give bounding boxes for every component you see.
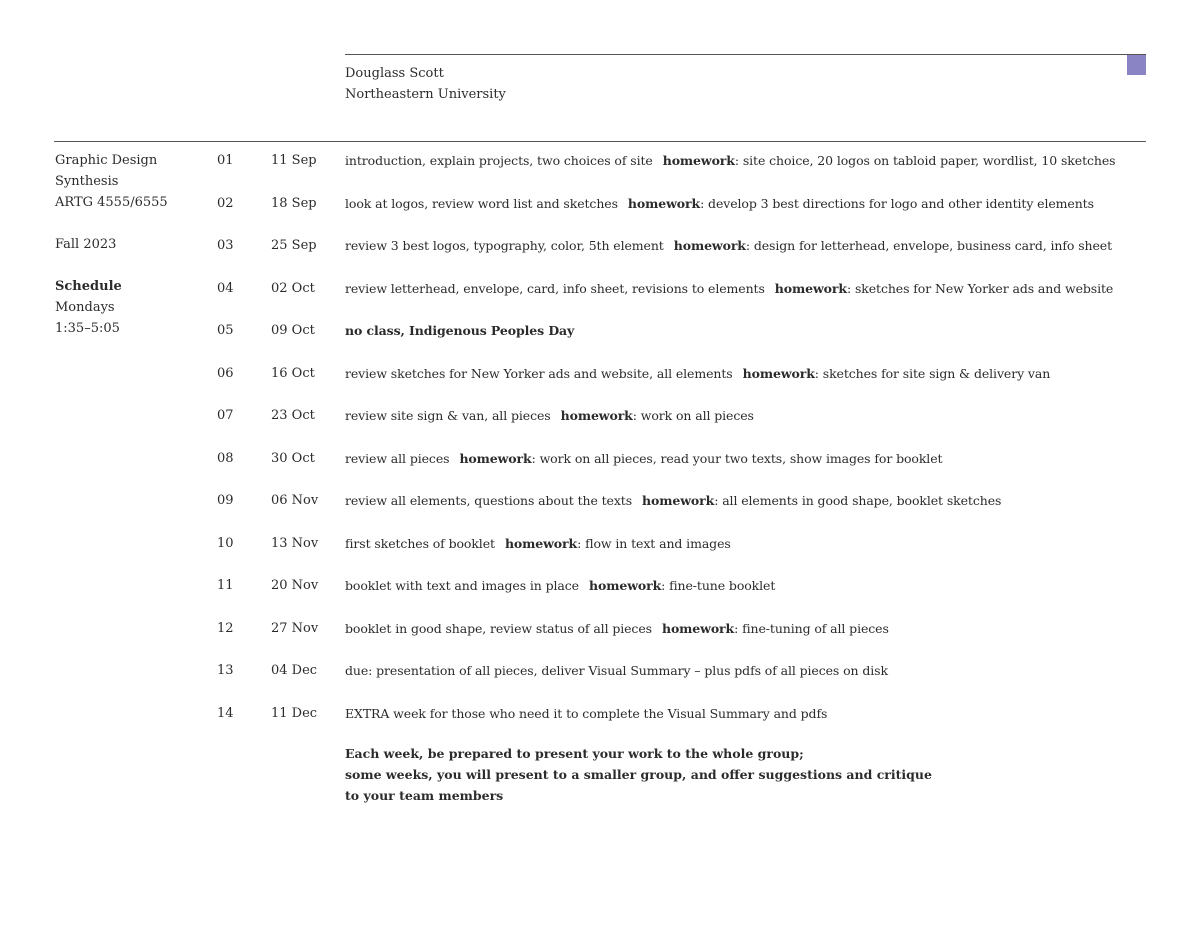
week-date: 09 Oct bbox=[271, 323, 315, 338]
meeting-time: 1:35–5:05 bbox=[55, 321, 120, 336]
week-description bbox=[345, 618, 889, 639]
homework-label: homework bbox=[627, 195, 701, 211]
week-date: 11 Dec bbox=[271, 705, 318, 721]
week-activity: review 3 best logos, typography, color, 5th element bbox=[345, 238, 664, 253]
week-activity: review all pieces bbox=[345, 450, 450, 466]
course-code: ARTG 4555/6555 bbox=[55, 195, 168, 210]
homework-text: : work on all pieces, read your two texts, show images for booklet bbox=[531, 450, 943, 466]
week-date: 23 Oct bbox=[271, 408, 315, 423]
schedule-row bbox=[0, 405, 1200, 448]
homework-text: : develop 3 best directions for logo and other identity elements bbox=[700, 195, 1094, 211]
week-date: 02 Oct bbox=[271, 280, 315, 296]
homework-text: : design for letterhead, envelope, business card, info sheet bbox=[745, 238, 1112, 253]
homework-label: homework bbox=[774, 280, 847, 296]
section-rule bbox=[54, 141, 1146, 142]
week-date: 20 Nov bbox=[271, 578, 319, 593]
week-description bbox=[345, 490, 1001, 511]
week-number: 05 bbox=[217, 323, 234, 338]
homework-label: homework bbox=[504, 535, 578, 551]
schedule-row bbox=[0, 533, 1200, 576]
week-activity: first sketches of booklet bbox=[345, 535, 495, 551]
homework-label: homework bbox=[588, 578, 662, 593]
week-description bbox=[345, 703, 827, 724]
meeting-day: Mondays bbox=[55, 300, 115, 315]
homework-text: : fine-tune booklet bbox=[661, 578, 776, 593]
homework-label: homework bbox=[459, 450, 532, 466]
instructor-name: Douglass Scott bbox=[345, 66, 444, 81]
homework-label: homework bbox=[642, 493, 715, 508]
week-description bbox=[345, 193, 1094, 214]
institution-name: Northeastern University bbox=[345, 87, 506, 102]
week-date: 06 Nov bbox=[271, 493, 319, 508]
week-number: 10 bbox=[217, 535, 234, 551]
course-term: Fall 2023 bbox=[55, 237, 117, 252]
week-description bbox=[345, 320, 574, 341]
schedule-row bbox=[0, 703, 1200, 746]
weekly-note bbox=[345, 743, 932, 806]
course-title-line1: Graphic Design bbox=[55, 153, 158, 168]
week-number: 02 bbox=[217, 195, 234, 211]
week-date: 18 Sep bbox=[271, 195, 317, 211]
week-activity: look at logos, review word list and sketches bbox=[345, 195, 618, 211]
week-date: 25 Sep bbox=[271, 238, 317, 253]
week-activity: due: presentation of all pieces, deliver Visual Summary – plus pdfs of all pieces on disk bbox=[345, 663, 888, 678]
week-activity: booklet with text and images in place bbox=[345, 578, 579, 593]
schedule-row bbox=[0, 278, 1200, 321]
homework-text: : sketches for site sign & delivery van bbox=[814, 365, 1051, 381]
schedule-row bbox=[0, 490, 1200, 533]
homework-text: : site choice, 20 logos on tabloid paper, wordlist, 10 sketches bbox=[734, 153, 1116, 168]
week-number: 12 bbox=[217, 620, 234, 636]
week-description bbox=[345, 533, 731, 554]
week-number: 01 bbox=[217, 153, 234, 168]
schedule-table bbox=[0, 150, 1200, 745]
week-description bbox=[345, 235, 1112, 256]
top-rule bbox=[345, 54, 1146, 55]
week-activity: review all elements, questions about the texts bbox=[345, 493, 633, 508]
schedule-row bbox=[0, 150, 1200, 193]
week-number: 04 bbox=[217, 280, 234, 296]
week-description bbox=[345, 363, 1050, 384]
schedule-row bbox=[0, 320, 1200, 363]
homework-label: homework bbox=[742, 365, 815, 381]
week-description bbox=[345, 448, 942, 469]
note-line-1: Each week, be prepared to present your work to the whole group; bbox=[345, 746, 804, 761]
week-date: 13 Nov bbox=[271, 535, 319, 551]
note-line-3: to your team members bbox=[345, 788, 504, 803]
week-number: 13 bbox=[217, 663, 234, 678]
week-number: 07 bbox=[217, 408, 234, 423]
week-description bbox=[345, 405, 754, 426]
week-number: 14 bbox=[217, 705, 234, 721]
week-number: 03 bbox=[217, 238, 234, 253]
week-number: 09 bbox=[217, 493, 234, 508]
homework-text: : work on all pieces bbox=[632, 408, 754, 423]
schedule-row bbox=[0, 575, 1200, 618]
week-date: 11 Sep bbox=[271, 153, 317, 168]
week-notice: no class, Indigenous Peoples Day bbox=[345, 323, 575, 338]
homework-label: homework bbox=[673, 238, 746, 253]
schedule-row bbox=[0, 618, 1200, 661]
week-description bbox=[345, 660, 888, 681]
schedule-row bbox=[0, 363, 1200, 406]
week-activity: booklet in good shape, review status of all pieces bbox=[345, 620, 652, 636]
week-activity: introduction, explain projects, two choices of site bbox=[345, 153, 653, 168]
header-block bbox=[345, 63, 506, 105]
schedule-row bbox=[0, 193, 1200, 236]
week-description bbox=[345, 150, 1115, 171]
accent-square bbox=[1127, 55, 1146, 75]
homework-text: : sketches for New Yorker ads and website bbox=[846, 280, 1114, 296]
week-date: 04 Dec bbox=[271, 663, 318, 678]
week-date: 30 Oct bbox=[271, 450, 315, 466]
homework-text: : all elements in good shape, booklet sketches bbox=[714, 493, 1002, 508]
week-number: 08 bbox=[217, 450, 234, 466]
week-description bbox=[345, 278, 1113, 299]
homework-label: homework bbox=[662, 153, 735, 168]
homework-text: : flow in text and images bbox=[577, 535, 731, 551]
week-date: 16 Oct bbox=[271, 365, 315, 381]
week-activity: review sketches for New Yorker ads and website, all elements bbox=[345, 365, 733, 381]
schedule-row bbox=[0, 235, 1200, 278]
week-description bbox=[345, 575, 775, 596]
week-date: 27 Nov bbox=[271, 620, 319, 636]
note-line-2: some weeks, you will present to a smaller group, and offer suggestions and critique bbox=[345, 767, 932, 782]
homework-label: homework bbox=[661, 620, 735, 636]
homework-label: homework bbox=[560, 408, 633, 423]
homework-text: : fine-tuning of all pieces bbox=[734, 620, 889, 636]
schedule-row bbox=[0, 660, 1200, 703]
schedule-label: Schedule bbox=[55, 279, 122, 294]
week-number: 06 bbox=[217, 365, 234, 381]
week-activity: review letterhead, envelope, card, info sheet, revisions to elements bbox=[345, 280, 765, 296]
course-title-line2: Synthesis bbox=[55, 174, 119, 189]
week-number: 11 bbox=[217, 578, 234, 593]
week-activity: EXTRA week for those who need it to complete the Visual Summary and pdfs bbox=[345, 705, 828, 721]
schedule-row bbox=[0, 448, 1200, 491]
week-activity: review site sign & van, all pieces bbox=[345, 408, 551, 423]
